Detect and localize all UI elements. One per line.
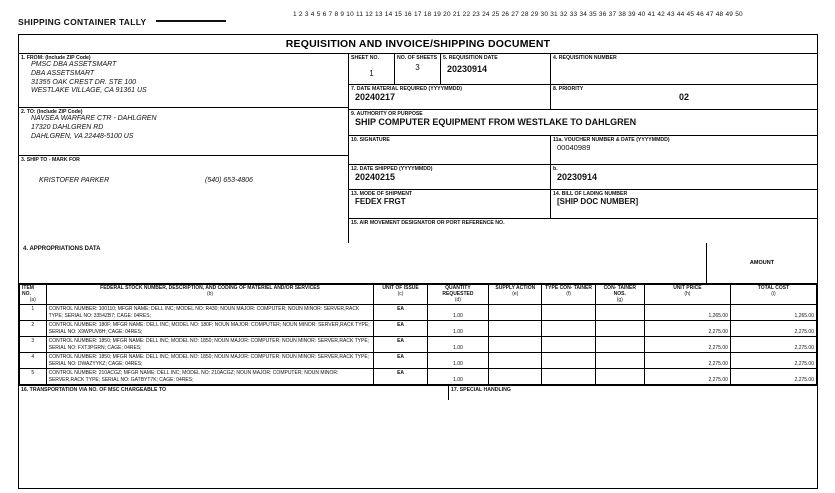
ruler-tick: 9 (340, 11, 345, 18)
table-header-row (20, 285, 817, 305)
col-unit-of-issue-sub: (c) (397, 290, 404, 297)
ship-to-phone: (540) 653-4806 (205, 177, 253, 185)
signature-label: 10. SIGNATURE (351, 137, 390, 143)
requisition-date-cell[interactable] (441, 54, 551, 84)
ruler-tick: 3 (304, 11, 309, 18)
voucher-value: 00040989 (557, 143, 591, 153)
ruler-tick: 29 (530, 11, 539, 18)
row-total-cost: 1,265.00 (730, 305, 816, 321)
col-quantity-requested (427, 285, 488, 305)
tally-rule (156, 20, 226, 22)
row-unit-price: 2,275.00 (644, 321, 730, 337)
ruler-tick: 15 (394, 11, 403, 18)
col-supply-action (489, 285, 542, 305)
requisition-form (18, 34, 818, 489)
appropriations-label: 4. APPROPRIATIONS DATA (23, 246, 101, 252)
authority-value: SHIP COMPUTER EQUIPMENT FROM WESTLAKE TO DAHLGREN (355, 117, 637, 128)
sheet-no-cell[interactable] (349, 54, 395, 84)
row-quantity: 1.00 (427, 369, 488, 385)
ruler-tick: 43 (667, 11, 675, 18)
row-container-nos (595, 337, 644, 353)
row-description: CONTROL NUMBER: 1850; MFGR NAME: DELL INC; MODEL NO: 1850; NOUN MAJOR: COMPUTER; NOUN MINOR: SERVER,RACK TYPE; SERIAL NO: FXT3PGRN; CAGE: 04RES; (46, 337, 374, 353)
row-total-cost: 2,275.00 (730, 353, 816, 369)
row-type-container (542, 337, 595, 353)
ruler-tick: 18 (423, 11, 432, 18)
col-container-nos-label: CON- TAINER NOS. (603, 285, 636, 297)
row-description: CONTROL NUMBER: 210ACGZ; MFGR NAME: DELL INC; MODEL NO: 210ACGZ; NOUN MAJOR: COMPUTER; NOUN MINOR: SERVER,RACK TYPE; SERIAL NO: GATBYT7K; CAGE: 04RES; (46, 369, 374, 385)
ruler-tick: 35 (589, 11, 597, 18)
row-item-no: 3 (20, 337, 47, 353)
ruler-tick: 25 (491, 11, 500, 18)
no-of-sheets-value: 3 (415, 63, 420, 73)
ruler-tick: 48 (715, 11, 724, 18)
row-unit-price: 2,275.00 (644, 369, 730, 385)
ship-to-name: KRISTOFER PARKER (39, 177, 110, 185)
row-quantity: 1.00 (427, 337, 488, 353)
col-type-container-sub: (f) (566, 290, 571, 297)
col-total-cost-label: TOTAL COST (757, 285, 790, 291)
row-unit-of-issue: EA (374, 321, 427, 337)
col-description (46, 285, 374, 305)
ship-to-block[interactable] (19, 156, 348, 218)
ruler-tick: 26 (501, 11, 510, 18)
requisition-date-label: 5. REQUISITION DATE (443, 55, 498, 61)
row-type-container (542, 369, 595, 385)
row-supply-action (489, 369, 542, 385)
priority-cell[interactable] (551, 85, 817, 109)
from-line-4: WESTLAKE VILLAGE, CA 91361 US (31, 87, 147, 95)
row-description: CONTROL NUMBER: 1850; MFGR NAME: DELL INC; MODEL NO: 1850; NOUN MAJOR: COMPUTER; NOUN MINOR: SERVER,RACK TYPE; SERIAL NO: DWAZYYKZ; CAGE: 04RES; (46, 353, 374, 369)
ruler-tick: 50 (735, 11, 743, 18)
row-supply-action (489, 337, 542, 353)
ruler-tick: 39 (628, 11, 636, 18)
col-unit-of-issue (374, 285, 427, 305)
ruler-tick: 28 (521, 11, 529, 18)
row-unit-of-issue: EA (374, 305, 427, 321)
block-b-cell[interactable] (551, 165, 817, 189)
from-line-1: PMSC DBA ASSETSMART (31, 61, 117, 69)
sheet-row (349, 54, 817, 85)
air-movement-cell[interactable] (349, 219, 817, 243)
appropriations-cell[interactable] (19, 243, 707, 283)
priority-value: 02 (678, 92, 689, 103)
signature-cell[interactable] (349, 136, 551, 164)
ruler-tick: 4 (310, 11, 315, 18)
col-quantity-requested-label: QUANTITY REQUESTED (442, 285, 474, 297)
ruler-tick: 30 (540, 11, 549, 18)
col-supply-action-sub: (e) (512, 290, 519, 297)
ruler-tick: 42 (657, 11, 665, 18)
row-item-no: 1 (20, 305, 47, 321)
row-type-container (542, 321, 595, 337)
to-line-1: NAVSEA WARFARE CTR - DAHLGREN (31, 115, 157, 123)
ship-to-label: 3. SHIP TO - MARK FOR (21, 157, 80, 163)
requisition-date-value: 20230914 (447, 64, 488, 75)
block-b-label: b. (553, 166, 558, 172)
ruler-tick: 1 (293, 11, 297, 18)
date-shipped-label: 12. DATE SHIPPED (YYYYMMDD) (351, 166, 433, 172)
signature-voucher-row (349, 136, 817, 165)
row-quantity: 1.00 (427, 353, 488, 369)
ruler-tick: 36 (598, 11, 607, 18)
row-unit-price: 2,275.00 (644, 337, 730, 353)
special-handling-label: 17. SPECIAL HANDLING (451, 387, 511, 394)
col-quantity-requested-sub: (d) (454, 296, 461, 303)
date-shipped-cell[interactable] (349, 165, 551, 189)
row-description: CONTROL NUMBER: 100110; MFGR NAME: DELL INC; MODEL NO: R430; NOUN MAJOR: COMPUTER; NOUN MINOR: SERVER,RACK TYPE; SERIAL NO: 3354ZB7; CAGE: 04RES; (46, 305, 374, 321)
ruler-tick: 19 (433, 11, 442, 18)
ruler-tick: 40 (637, 11, 646, 18)
row-item-no: 2 (20, 321, 47, 337)
ruler-tick: 8 (334, 11, 339, 18)
ruler-tick: 6 (322, 11, 327, 18)
mode-of-shipment-cell[interactable] (349, 190, 551, 218)
table-row[interactable] (20, 321, 817, 337)
authority-label: 9. AUTHORITY OR PURPOSE (351, 111, 423, 117)
ruler-tick: 10 (346, 11, 354, 18)
ruler-tick: 22 (462, 11, 471, 18)
row-quantity: 1.00 (427, 321, 488, 337)
row-description: CONTROL NUMBER: 180F; MFGR NAME: DELL INC; MODEL NO: 180F; NOUN MAJOR: COMPUTER; NOUN MINOR: SERVER,RACK TYPE; SERIAL NO: X9WPUV8H; CAGE: 04RES; (46, 321, 374, 337)
from-block[interactable] (19, 54, 348, 108)
row-container-nos (595, 321, 644, 337)
row-total-cost: 2,275.00 (730, 369, 816, 385)
row-type-container (542, 353, 595, 369)
ruler-tick: 24 (482, 11, 490, 18)
col-item-no (20, 285, 47, 305)
requisition-number-cell[interactable] (551, 54, 817, 84)
row-supply-action (489, 305, 542, 321)
col-unit-price-label: UNIT PRICE (673, 285, 702, 291)
row-unit-of-issue: EA (374, 337, 427, 353)
air-movement-label: 15. AIR MOVEMENT DESIGNATOR OR PORT REFERENCE NO. (351, 220, 505, 226)
col-item-no-label: ITEM NO. (22, 285, 34, 297)
ruler-tick: 31 (550, 11, 558, 18)
col-type-container-label: TYPE CON- TAINER (545, 285, 592, 291)
special-handling-cell[interactable] (449, 386, 817, 400)
col-unit-price (644, 285, 730, 305)
ruler-tick: 16 (404, 11, 412, 18)
form-title: REQUISITION AND INVOICE/SHIPPING DOCUMENT (19, 35, 817, 54)
col-description-label: FEDERAL STOCK NUMBER, DESCRIPTION, AND CODING OF MATERIEL AND/OR SERVICES (100, 285, 320, 291)
col-container-nos (595, 285, 644, 305)
row-total-cost: 2,275.00 (730, 337, 816, 353)
transportation-cell[interactable] (19, 386, 449, 400)
ruler-tick: 41 (647, 11, 656, 18)
voucher-cell[interactable] (551, 136, 817, 164)
bill-of-lading-cell[interactable] (551, 190, 817, 218)
table-row[interactable] (20, 305, 817, 321)
from-line-2: DBA ASSETSMART (31, 69, 95, 77)
left-address-column (19, 54, 349, 243)
ruler-scale (293, 11, 818, 18)
date-shipped-value: 20240215 (355, 172, 396, 183)
form-footer-row (19, 385, 817, 400)
ruler-tick: 49 (725, 11, 734, 18)
date-material-required-label: 7. DATE MATERIAL REQUIRED (YYYYMMDD) (351, 86, 462, 92)
row-item-no: 4 (20, 353, 47, 369)
row-unit-price: 1,265.00 (644, 305, 730, 321)
priority-label: 8. PRIORITY (553, 86, 584, 92)
ruler-tick: 2 (298, 11, 303, 18)
col-unit-of-issue-label: UNIT OF ISSUE (382, 285, 419, 291)
voucher-label: 11a. VOUCHER NUMBER & DATE (YYYYMMDD) (553, 137, 670, 143)
col-supply-action-label: SUPPLY ACTION (495, 285, 536, 291)
amount-cell[interactable] (707, 243, 817, 283)
bill-of-lading-value: [SHIP DOC NUMBER] (557, 197, 639, 207)
table-row[interactable] (20, 337, 817, 353)
col-unit-price-sub: (h) (684, 290, 691, 297)
transportation-label: 16. TRANSPORTATION VIA NO. OF MSC CHARGEABLE TO (21, 387, 167, 394)
paper-sheet (8, 4, 827, 493)
shipment-row (349, 190, 817, 219)
row-item-no: 5 (20, 369, 47, 385)
table-row[interactable] (20, 369, 817, 385)
line-items-table (19, 284, 817, 385)
block-b-value: 20230914 (557, 172, 598, 183)
from-line-3: 31355 OAK CREST DR. STE 100 (31, 78, 137, 86)
date-material-required-cell[interactable] (349, 85, 551, 109)
to-line-3: DAHLGREN, VA 22448-5100 US (31, 132, 134, 140)
ruler-tick: 14 (384, 11, 393, 18)
ruler-tick: 32 (559, 11, 568, 18)
row-container-nos (595, 353, 644, 369)
col-total-cost (730, 285, 816, 305)
row-supply-action (489, 353, 542, 369)
col-total-cost-sub: (i) (771, 290, 776, 297)
authority-cell[interactable] (349, 110, 817, 136)
ruler-tick: 11 (356, 11, 364, 18)
row-unit-of-issue: EA (374, 369, 427, 385)
bill-of-lading-label: 14. BILL OF LADING NUMBER (553, 191, 628, 197)
ruler-tick: 46 (696, 11, 704, 18)
ruler-tick: 45 (686, 11, 695, 18)
ruler-tick: 33 (569, 11, 578, 18)
ruler-tick: 5 (316, 11, 321, 18)
ruler-tick: 38 (618, 11, 627, 18)
sheet-no-label: SHEET NO. (351, 55, 379, 61)
to-block[interactable] (19, 108, 348, 156)
ruler-tick: 12 (365, 11, 373, 18)
col-container-nos-sub: (g) (616, 296, 623, 303)
date-shipped-row (349, 165, 817, 190)
table-row[interactable] (20, 353, 817, 369)
appropriations-row (19, 243, 817, 284)
to-label: 2. TO: (Include ZIP Code) (21, 109, 83, 115)
col-description-sub: (b) (206, 290, 214, 297)
form-upper-section (19, 54, 817, 243)
ruler-tick: 47 (705, 11, 714, 18)
row-unit-price: 2,275.00 (644, 353, 730, 369)
ruler-tick: 27 (511, 11, 519, 18)
col-item-no-sub: (a) (29, 296, 36, 303)
to-line-2: 17320 DAHLGREN RD (31, 123, 104, 131)
material-priority-row (349, 85, 817, 110)
ruler-tick: 20 (443, 11, 451, 18)
amount-label: AMOUNT (749, 260, 775, 266)
requisition-number-label: 4. REQUISITION NUMBER (553, 55, 617, 61)
mode-of-shipment-value: FEDEX FRGT (355, 197, 406, 207)
row-quantity: 1.00 (427, 305, 488, 321)
tally-label: SHIPPING CONTAINER TALLY (18, 17, 147, 27)
row-type-container (542, 305, 595, 321)
row-container-nos (595, 369, 644, 385)
ruler-tick: 13 (375, 11, 383, 18)
ruler-tick: 37 (608, 11, 617, 18)
row-unit-of-issue: EA (374, 353, 427, 369)
col-type-container (542, 285, 595, 305)
ruler-tick: 21 (452, 11, 461, 18)
ruler-tick: 17 (413, 11, 422, 18)
from-label: 1. FROM: (Include ZIP Code) (21, 55, 91, 61)
ruler-tick: 34 (579, 11, 588, 18)
mode-of-shipment-label: 13. MODE OF SHIPMENT (351, 191, 413, 197)
row-container-nos (595, 305, 644, 321)
sheet-no-value: 1 (369, 69, 374, 79)
no-of-sheets-cell[interactable] (395, 54, 441, 84)
ruler-tick: 44 (676, 11, 685, 18)
right-data-column (349, 54, 817, 243)
row-total-cost: 2,275.00 (730, 321, 816, 337)
date-material-required-value: 20240217 (355, 92, 396, 103)
ruler-tick: 23 (472, 11, 480, 18)
row-supply-action (489, 321, 542, 337)
ruler-tick: 7 (328, 11, 333, 18)
no-of-sheets-label: NO. OF SHEETS (397, 55, 438, 61)
